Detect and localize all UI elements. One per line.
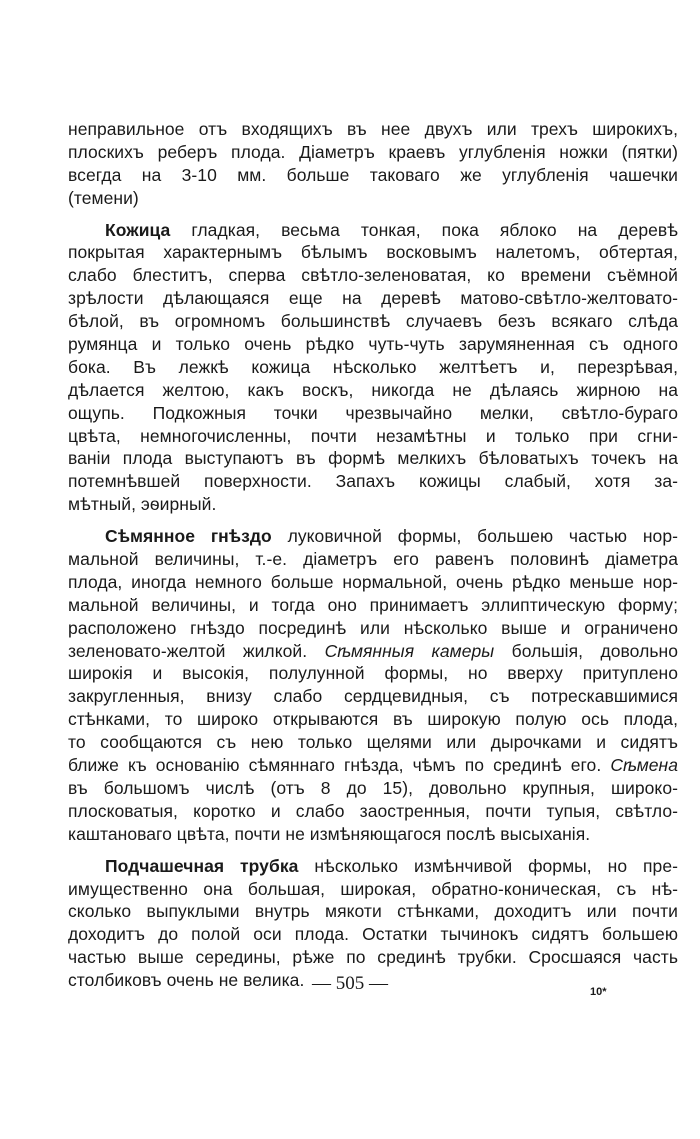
text-line (68, 571, 678, 594)
text-run: нѣсколько измѣнчивой формы, но пре- (298, 855, 678, 876)
text-run: частью выше середины, рѣже по срединѣ трубки. Сросшаяся часть (68, 947, 678, 968)
text-run: слабо блеститъ, сперва свѣтло-зеленоватая, ко времени съёмной (68, 265, 678, 286)
text-run: ваніи плода выступаютъ въ формѣ мелкихъ бѣловатыхъ точекъ на (68, 448, 678, 469)
text-run: ближе къ основанію сѣмяннаго гнѣзда, чѣмъ по срединѣ его. (68, 755, 611, 776)
text-line (68, 219, 678, 242)
page-text (68, 118, 678, 992)
text-line (68, 333, 678, 356)
text-run: большія, довольно (494, 640, 679, 661)
text-run: плода, иногда немного больше нормальной, очень рѣдко меньше нор- (68, 571, 678, 592)
text-run: бѣлой, въ огромномъ большинствѣ случаевъ безъ всякаго слѣда (68, 311, 678, 332)
text-line (68, 800, 678, 823)
text-run: каштановаго цвѣта, почти не измѣняющагося послѣ высыханія. (68, 823, 591, 844)
text-line (68, 356, 678, 379)
text-line (68, 617, 678, 640)
text-run: стѣнками, то широко открываются въ широкую полую ось плода, (68, 709, 678, 730)
text-line (68, 310, 678, 333)
section-heading: Подчашечная трубка (105, 855, 299, 876)
text-run: потемнѣвшей поверхности. Запахъ кожицы слабый, хотя за- (68, 471, 678, 492)
text-run: цвѣта, немногочисленны, почти незамѣтны и только при сгни- (68, 425, 678, 446)
text-line (68, 164, 678, 187)
text-line (68, 777, 678, 800)
text-line (68, 731, 678, 754)
paragraph-gap (68, 516, 678, 525)
text-line (68, 878, 678, 901)
text-line (68, 640, 678, 663)
text-run: столбиковъ очень не велика. (68, 970, 305, 991)
text-line (68, 447, 678, 470)
signature-mark: 10* (590, 986, 607, 998)
text-run: бока. Въ лежкѣ кожица нѣсколько желтѣетъ и, перезрѣвая, (68, 356, 678, 377)
text-line (68, 264, 678, 287)
text-run: сколько выпуклыми внутрь мякоти стѣнками, доходитъ или почти (68, 901, 678, 922)
text-run: неправильное отъ входящихъ въ нее двухъ или трехъ широкихъ, (68, 119, 678, 139)
paragraph-gap (68, 846, 678, 855)
text-run: мальной величины, т.-е. діаметръ его равенъ половинѣ діаметра (68, 549, 678, 570)
text-line (68, 379, 678, 402)
italic-term: Сѣмена (610, 755, 678, 776)
text-line (68, 708, 678, 731)
text-line (68, 525, 678, 548)
text-line (68, 900, 678, 923)
text-run: луковичной формы, большею частью нор- (271, 526, 678, 547)
text-line (68, 402, 678, 425)
text-run: румянца и только очень рѣдко чуть-чуть зарумяненная съ одного (68, 334, 678, 355)
text-run: закругленныя, внизу слабо сердцевидныя, съ потрескавшимися (68, 686, 678, 707)
section-heading: Кожица (105, 219, 171, 240)
section-heading: Сѣмянное гнѣздо (105, 526, 272, 547)
text-run: доходитъ до полой оси плода. Остатки тычинокъ сидятъ большею (68, 924, 678, 945)
text-run: зеленовато-желтой жилкой. (68, 640, 325, 661)
text-run: покрытая характернымъ бѣлымъ восковымъ налетомъ, обтертая, (68, 242, 678, 263)
text-line (68, 241, 678, 264)
paragraph-gap (68, 210, 678, 219)
paragraph (68, 118, 678, 210)
text-run: расположено гнѣздо посрединѣ или нѣсколько выше и ограничено (68, 617, 678, 638)
text-line (68, 548, 678, 571)
paragraph (68, 219, 678, 517)
text-line (68, 594, 678, 617)
text-line (68, 855, 678, 878)
text-line (68, 685, 678, 708)
text-run: ощупь. Подкожныя точки чрезвычайно мелки, свѣтло-бураго (68, 402, 678, 423)
text-run: зрѣлости дѣлающаяся еще на деревѣ матово-свѣтло-желтовато- (68, 288, 678, 309)
text-line (68, 118, 678, 141)
text-run: то сообщаются съ нею только щелями или дырочками и сидятъ (68, 732, 678, 753)
paragraph (68, 855, 678, 992)
text-run: плосковатыя, коротко и слабо заостренныя, почти тупыя, свѣтло- (68, 800, 678, 821)
text-run: имущественно она большая, широкая, обратно-коническая, съ нѣ- (68, 878, 678, 899)
text-line (68, 823, 678, 846)
text-line (68, 923, 678, 946)
text-run: дѣлается желтою, какъ воскъ, никогда не дѣлаясь жирною на (68, 379, 678, 400)
text-line (68, 946, 678, 969)
page-number: — 505 — (312, 973, 388, 994)
text-run: гладкая, весьма тонкая, пока яблоко на деревѣ (170, 219, 678, 240)
text-run: всегда на 3-10 мм. больше таковаго же углубленія чашечки (68, 164, 678, 185)
text-line (68, 662, 678, 685)
text-line (68, 141, 678, 164)
paragraph (68, 525, 678, 845)
text-line (68, 187, 678, 210)
text-line (68, 493, 678, 516)
text-run: мѣтный, эѳирный. (68, 494, 217, 515)
text-line (68, 470, 678, 493)
text-line (68, 425, 678, 448)
text-run: (темени) (68, 187, 139, 208)
text-line (68, 754, 678, 777)
text-run: въ большомъ числѣ (отъ 8 до 15), довольно крупныя, широко- (68, 777, 678, 798)
italic-term: Сѣмянныя камеры (324, 640, 495, 661)
text-run: широкія и высокія, полулунной формы, но вверху притуплено (68, 663, 678, 684)
text-run: плоскихъ реберъ плода. Діаметръ краевъ углубленія ножки (пятки) (68, 141, 678, 162)
text-line (68, 287, 678, 310)
text-run: мальной величины, и тогда оно принимаетъ эллиптическую форму; (68, 594, 678, 615)
